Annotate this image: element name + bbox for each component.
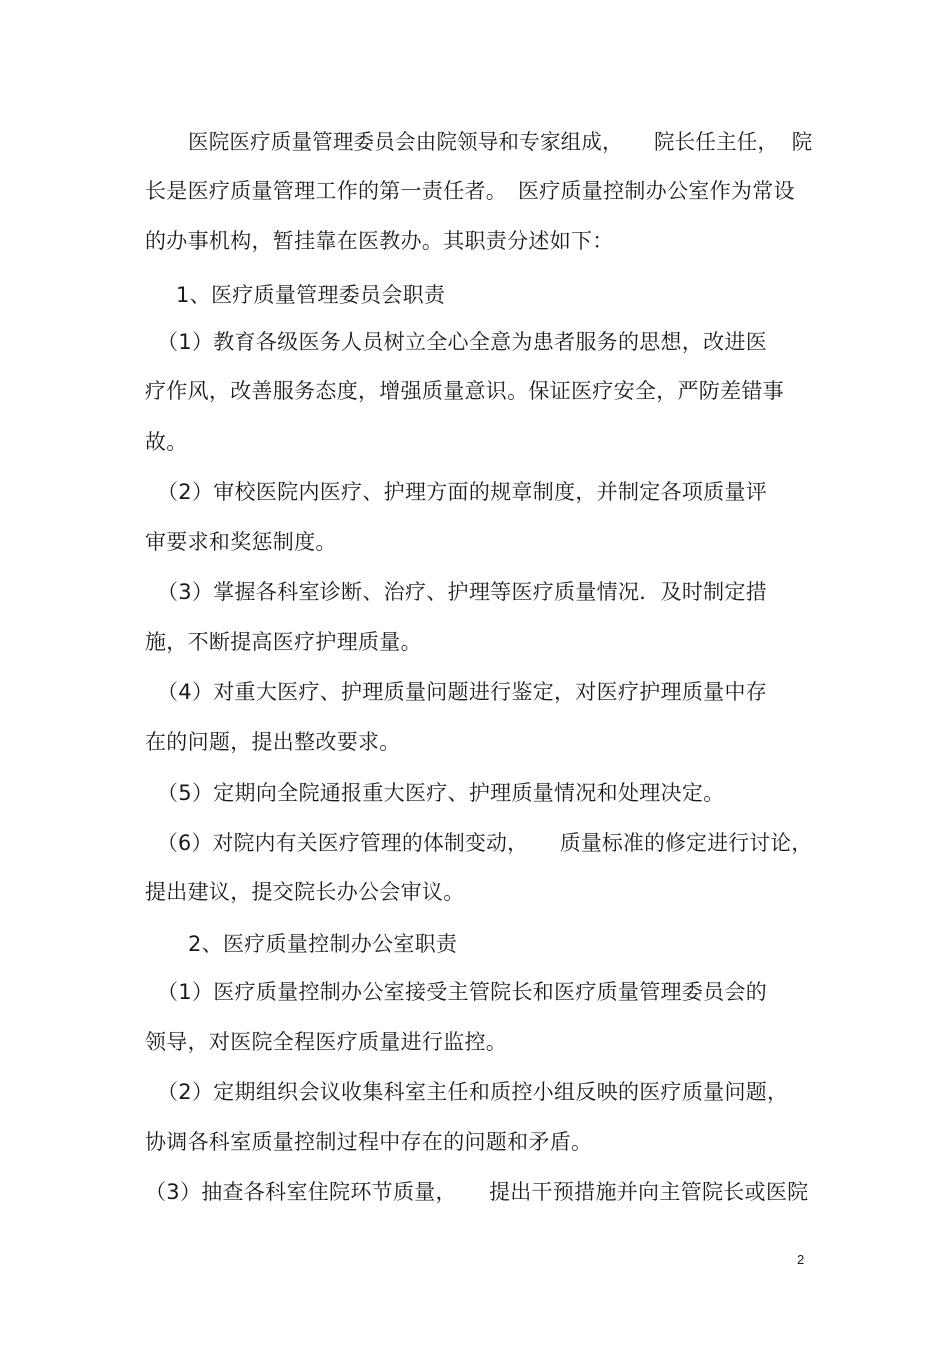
text-line: 施，不断提高医疗护理质量。 — [145, 630, 422, 654]
text-line: 疗作风，改善服务态度，增强质量意识。保证医疗安全，严防差错事 — [145, 379, 784, 403]
text-line: （5）定期向全院通报重大医疗、护理质量情况和处理决定。 — [157, 781, 725, 805]
text-line: （3）掌握各科室诊断、治疗、护理等医疗质量情况．及时制定措 — [157, 580, 768, 604]
section-heading: 2、医疗质量控制办公室职责 — [188, 932, 458, 956]
text-line: 在的问题，提出整改要求。 — [145, 730, 401, 754]
text-line: 协调各科室质量控制过程中存在的问题和矛盾。 — [145, 1130, 593, 1154]
text-line: （2）审校医院内医疗、护理方面的规章制度，并制定各项质量评 — [157, 480, 768, 504]
text-line: （1）医疗质量控制办公室接受主管院长和医疗质量管理委员会的 — [157, 980, 768, 1004]
text-line: （6）对院内有关医疗管理的体制变动， 质量标准的修定进行讨论， — [157, 831, 813, 855]
text-line: （1）教育各级医务人员树立全心全意为患者服务的思想，改进医 — [157, 330, 768, 354]
text-line: 的办事机构，暂挂靠在医教办。其职责分述如下： — [145, 229, 614, 253]
text-line: 故。 — [145, 430, 188, 454]
text-line: 审要求和奖惩制度。 — [145, 530, 337, 554]
page-number: 2 — [797, 1252, 805, 1267]
text-line: 领导，对医院全程医疗质量进行监控。 — [145, 1030, 508, 1054]
text-line: 长是医疗质量管理工作的第一责任者。 医疗质量控制办公室作为常设 — [145, 179, 795, 203]
text-line: （2）定期组织会议收集科室主任和质控小组反映的医疗质量问题， — [157, 1080, 789, 1104]
text-line: 医院医疗质量管理委员会由院领导和专家组成， 院长任主任， 院 — [188, 130, 813, 154]
section-heading: 1、医疗质量管理委员会职责 — [176, 283, 446, 307]
text-line: （3）抽查各科室住院环节质量， 提出干预措施并向主管院长或医院 — [145, 1180, 809, 1204]
text-line: 提出建议，提交院长办公会审议。 — [145, 880, 465, 904]
text-line: （4）对重大医疗、护理质量问题进行鉴定，对医疗护理质量中存 — [157, 680, 768, 704]
